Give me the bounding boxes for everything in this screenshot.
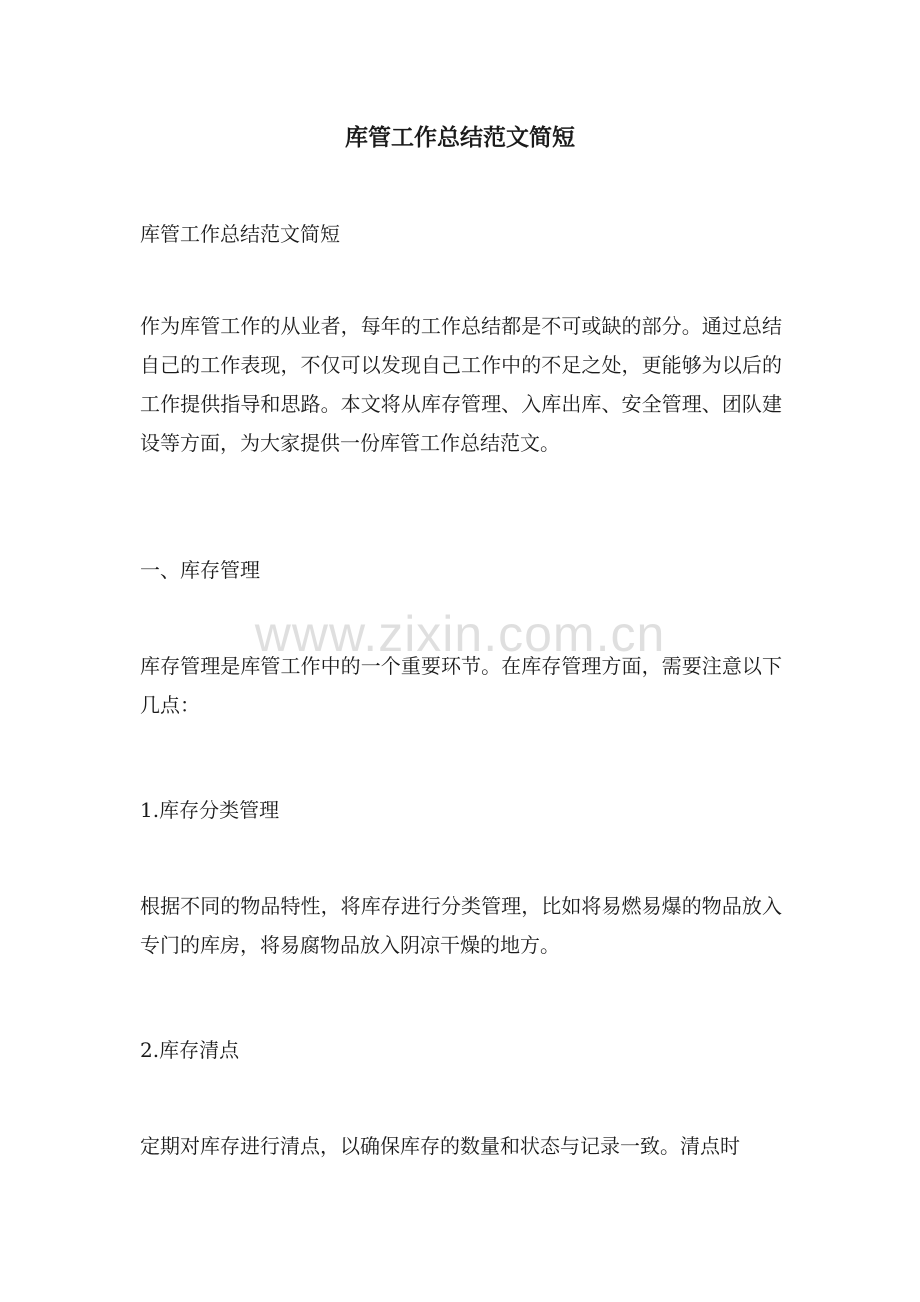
section-heading-inventory: 一、库存管理 bbox=[140, 558, 260, 582]
document-subtitle: 库管工作总结范文简短 bbox=[140, 222, 340, 246]
section-intro-paragraph: 库存管理是库管工作中的一个重要环节。在库存管理方面，需要注意以下几点： bbox=[140, 654, 782, 717]
item-heading-classification: 1.库存分类管理 bbox=[140, 798, 280, 822]
document-title: 库管工作总结范文简短 bbox=[345, 124, 575, 151]
item-paragraph-classification: 根据不同的物品特性，将库存进行分类管理，比如将易燃易爆的物品放入专门的库房，将易腐物品放入阴凉干燥的地方。 bbox=[140, 894, 782, 957]
item-paragraph-stocktaking: 定期对库存进行清点，以确保库存的数量和状态与记录一致。清点时 bbox=[140, 1134, 740, 1158]
intro-paragraph: 作为库管工作的从业者，每年的工作总结都是不可或缺的部分。通过总结自己的工作表现，不仅可以发现自己工作中的不足之处，更能够为以后的工作提供指导和思路。本文将从库存管理、入库出库、安全管理、团队建设等方面，为大家提供一份库管工作总结范文。 bbox=[140, 314, 782, 455]
item-heading-stocktaking: 2.库存清点 bbox=[140, 1038, 240, 1062]
watermark-text: www.zixin.com.cn bbox=[254, 606, 666, 662]
